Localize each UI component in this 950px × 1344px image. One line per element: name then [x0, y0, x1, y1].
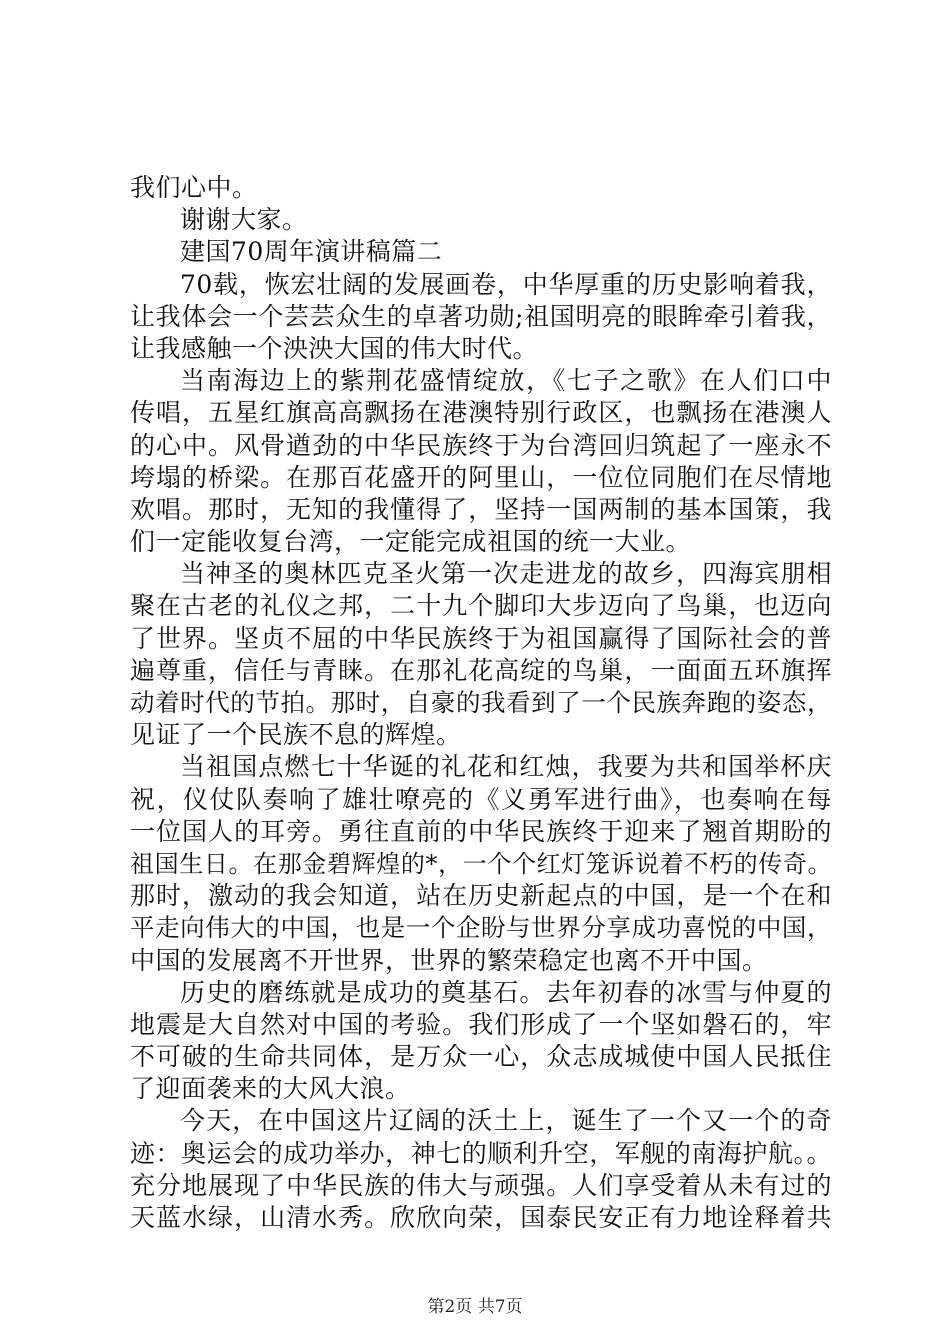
text-line: 垮塌的桥梁。在那百花盛开的阿里山，一位位同胞们在尽情地: [130, 462, 832, 492]
text-line: 天蓝水绿，山清水秀。欣欣向荣，国泰民安正有力地诠释着共: [130, 1203, 832, 1232]
text-line: 了迎面袭来的大风大浪。: [130, 1074, 411, 1104]
text-line: 祝，仪仗队奏响了雄壮嘹亮的《义勇军进行曲》，也奏响在每: [130, 784, 832, 814]
text-line: 谢谢大家。: [180, 205, 308, 235]
text-line: 中国的发展离不开世界，世界的繁荣稳定也离不开中国。: [130, 945, 768, 975]
text-line: 平走向伟大的中国，也是一个企盼与世界分享成功喜悦的中国，: [130, 913, 832, 943]
text-line: 不可破的生命共同体，是万众一心，众志成城使中国人民抵住: [130, 1042, 832, 1072]
text-line: 欢唱。那时，无知的我懂得了，坚持一国两制的基本国策，我: [130, 494, 832, 524]
text-line: 充分地展现了中华民族的伟大与顽强。人们享受着从未有过的: [130, 1170, 832, 1200]
text-line: 遍尊重，信任与青睐。在那礼花高绽的鸟巢，一面面五环旗挥: [130, 655, 832, 685]
text-line: 祖国生日。在那金碧辉煌的*，一个个红灯笼诉说着不朽的传奇。: [130, 849, 832, 878]
text-line: 当祖国点燃七十华诞的礼花和红烛，我要为共和国举杯庆: [180, 752, 832, 782]
text-line: 了世界。坚贞不屈的中华民族终于为祖国赢得了国际社会的普: [130, 623, 832, 653]
document-body: [130, 172, 832, 1234]
text-line: 让我体会一个芸芸众生的卓著功勋;祖国明亮的眼眸牵引着我，: [130, 301, 832, 331]
text-line: 们一定能收复台湾，一定能完成祖国的统一大业。: [130, 527, 692, 557]
text-line: 迹：奥运会的成功举办，神七的顺利升空，军舰的南海护航。。: [130, 1138, 832, 1168]
text-line: 见证了一个民族不息的辉煌。: [130, 720, 462, 750]
text-line: 当神圣的奥林匹克圣火第一次走进龙的故乡，四海宾朋相: [180, 559, 832, 589]
text-line: 一位国人的耳旁。勇往直前的中华民族终于迎来了翘首期盼的: [130, 816, 832, 846]
text-line: 建国70周年演讲稿篇二: [180, 237, 443, 267]
text-line: 聚在古老的礼仪之邦，二十九个脚印大步迈向了鸟巢，也迈向: [130, 591, 832, 621]
text-line: 让我感触一个泱泱大国的伟大时代。: [130, 333, 539, 363]
text-line: 我们心中。: [130, 173, 258, 202]
text-line: 地震是大自然对中国的考验。我们形成了一个坚如磐石的，牢: [130, 1009, 832, 1039]
text-line: 今天，在中国这片辽阔的沃土上，诞生了一个又一个的奇: [180, 1106, 832, 1136]
text-line: 动着时代的节拍。那时，自豪的我看到了一个民族奔跑的姿态，: [130, 688, 832, 717]
text-line: 历史的磨练就是成功的奠基石。去年初春的冰雪与仲夏的: [180, 977, 832, 1007]
text-line: 传唱，五星红旗高高飘扬在港澳特别行政区，也飘扬在港澳人: [130, 398, 832, 428]
text-line: 那时，激动的我会知道，站在历史新起点的中国，是一个在和: [130, 881, 832, 911]
text-line: 当南海边上的紫荆花盛情绽放，《七子之歌》在人们口中: [180, 366, 832, 396]
text-line: 的心中。风骨遒劲的中华民族终于为台湾回归筑起了一座永不: [130, 430, 832, 460]
text-line: 70载，恢宏壮阔的发展画卷，中华厚重的历史影响着我，: [180, 269, 832, 299]
page-footer: 第2页 共7页: [427, 1297, 523, 1317]
